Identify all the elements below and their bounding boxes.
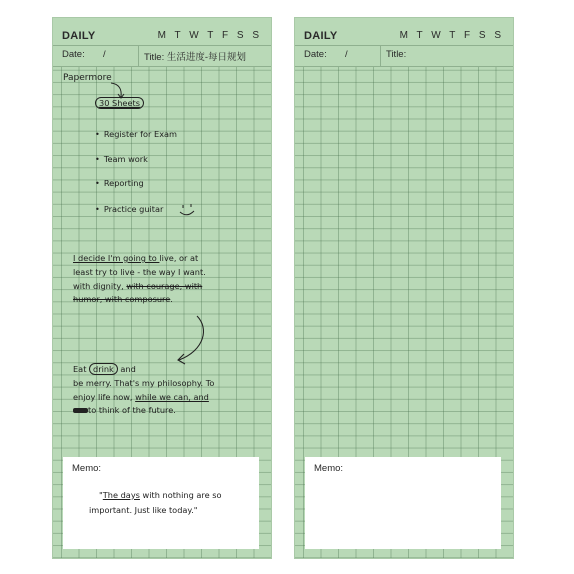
- title-label: Title:: [144, 52, 165, 63]
- quote-line: with dignity, with courage, with: [73, 281, 203, 291]
- memo-label: Memo:: [314, 463, 344, 474]
- quote-line: Eat drink and: [73, 364, 136, 374]
- quote-line: to think of the future.: [73, 405, 176, 415]
- daily-planner-sheet-blank: [295, 18, 513, 558]
- todo-item: • Practice guitar: [95, 204, 163, 214]
- sheets-count: 30 Sheets: [95, 97, 144, 109]
- daily-label: DAILY: [62, 30, 96, 42]
- quote-line: be merry. That's my philosophy. To: [73, 378, 215, 388]
- title-value: 生活进度-每日规划: [166, 52, 247, 63]
- quote-line: I decide I'm going to live, or at: [73, 253, 199, 263]
- scribble-mark: [73, 408, 88, 413]
- weekday-letters: M T W T F S S: [399, 30, 504, 41]
- memo-label: Memo:: [72, 463, 102, 474]
- sheet-header: [295, 18, 513, 67]
- todo-item: • Register for Exam: [95, 129, 177, 139]
- date-label: Date:: [62, 49, 85, 60]
- quote-line: least try to live - the way I want.: [73, 267, 206, 277]
- daily-label: DAILY: [304, 30, 338, 42]
- quote-line: humor, with composure.: [73, 294, 173, 304]
- memo-line: "The days with nothing are so: [99, 490, 222, 500]
- weekday-letters: M T W T F S S: [157, 30, 262, 41]
- todo-item: • Team work: [95, 154, 148, 164]
- brand-note: Papermore: [63, 73, 112, 83]
- date-separator: /: [345, 49, 348, 60]
- memo-box: [63, 457, 259, 549]
- header-divider: [295, 45, 513, 46]
- date-label: Date:: [304, 49, 327, 60]
- memo-box: [305, 457, 501, 549]
- header-vertical-divider: [380, 45, 381, 66]
- memo-line: important. Just like today.": [89, 505, 198, 515]
- todo-item: • Reporting: [95, 178, 144, 188]
- daily-planner-sheet-filled: [53, 18, 271, 558]
- date-separator: /: [103, 49, 106, 60]
- title-label: Title:: [386, 49, 407, 60]
- quote-line: enjoy life now, while we can, and: [73, 392, 209, 402]
